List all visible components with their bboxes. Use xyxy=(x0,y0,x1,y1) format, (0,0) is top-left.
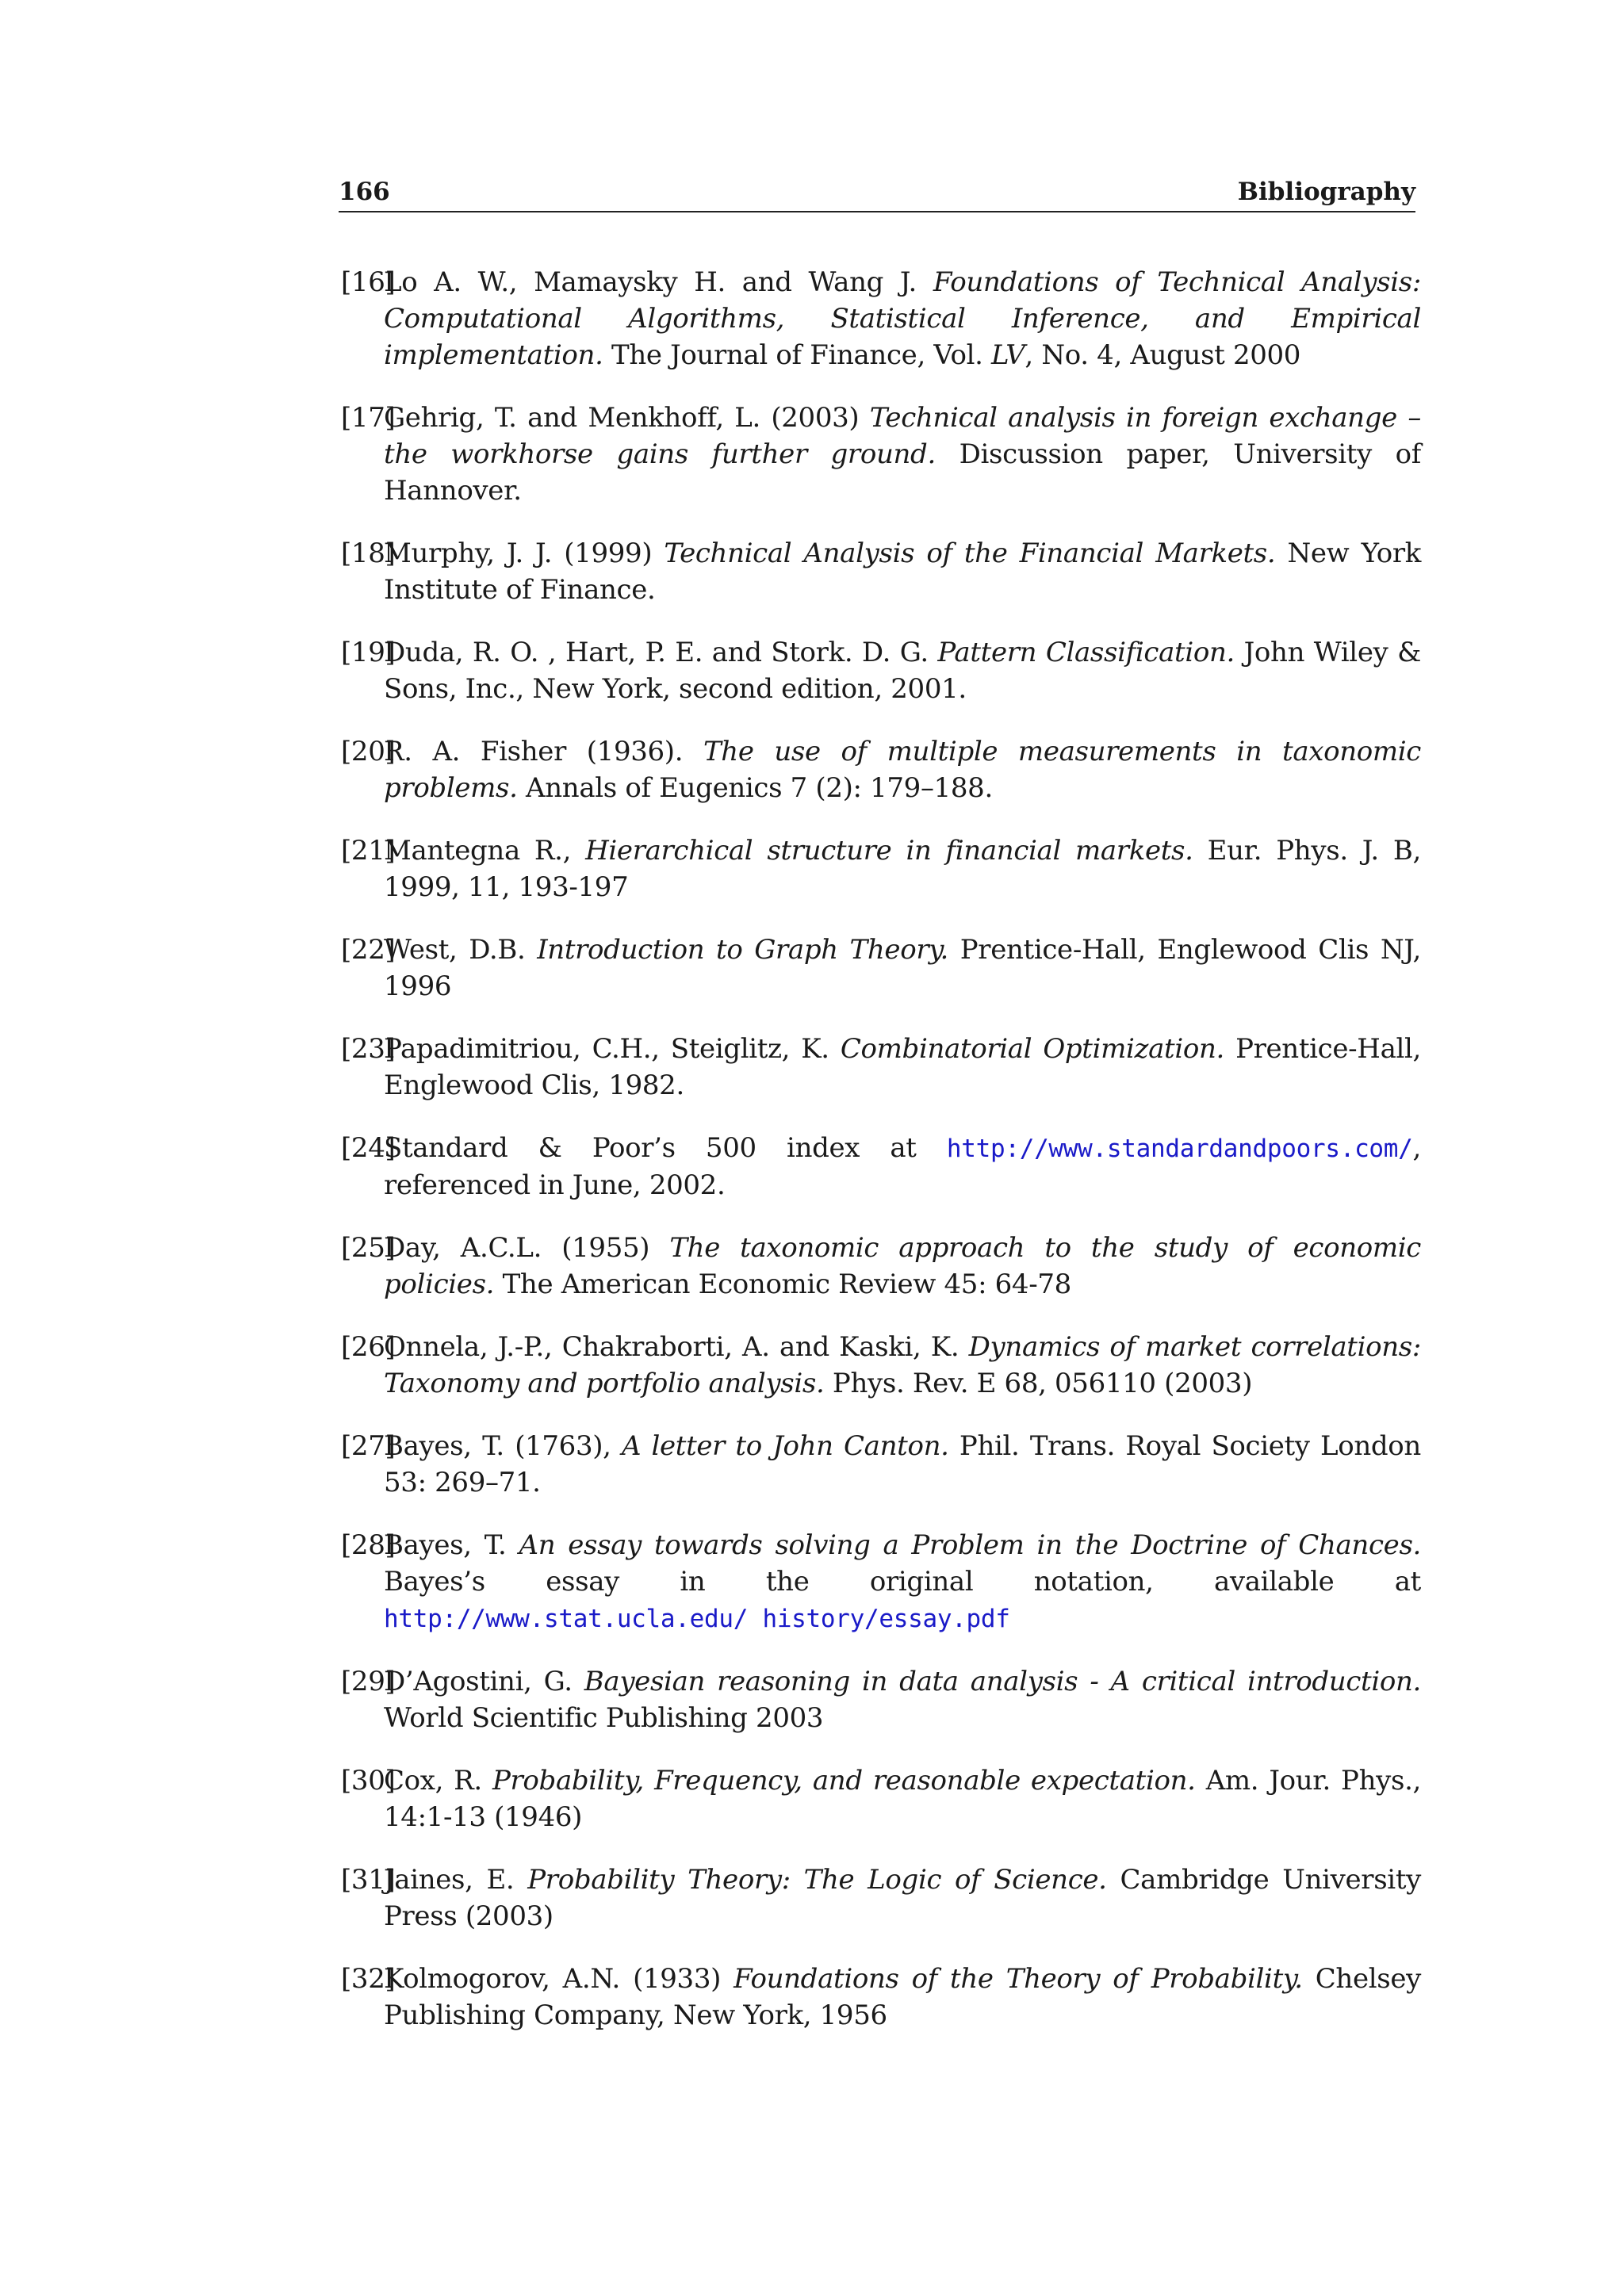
bib-authors: Cox, R. xyxy=(384,1765,492,1797)
bib-source: Phil. Trans. Royal Society London 53: 269–71. xyxy=(384,1430,1421,1498)
bib-title: Dynamics of market correlations: Taxonomy and portfolio analysis. xyxy=(384,1331,1421,1399)
bib-number: [31] xyxy=(341,1864,396,1896)
bib-authors: West, D.B. xyxy=(384,934,538,966)
bib-authors: Standard & Poor’s 500 index at xyxy=(384,1132,947,1164)
bib-source: Bayes’s essay in the original notation, available at xyxy=(384,1566,1421,1598)
section-title: Bibliography xyxy=(1237,178,1415,206)
bib-source: John Wiley & Sons, Inc., New York, second edition, 2001. xyxy=(384,637,1421,705)
bib-authors: Lo A. W., Mamaysky H. and Wang J. xyxy=(384,266,933,298)
bib-authors: Papadimitriou, C.H., Steiglitz, K. xyxy=(384,1033,841,1065)
bib-title: Foundations of the Theory of Probability. xyxy=(733,1963,1303,1995)
bib-entry-23 xyxy=(339,1031,1421,1104)
bib-authors: Bayes, T. (1763), xyxy=(384,1430,622,1462)
bib-entry-16 xyxy=(339,264,1421,373)
bib-number: [25] xyxy=(341,1232,396,1264)
bib-source: Chelsey Publishing Company, New York, 1956 xyxy=(384,1963,1421,2031)
bib-entry-28 xyxy=(339,1527,1421,1637)
bib-authors: Bayes, T. xyxy=(384,1529,519,1561)
bib-source: Cambridge University Press (2003) xyxy=(384,1864,1421,1932)
bib-number: [24] xyxy=(341,1132,396,1164)
bib-source: The Journal of Finance, Vol. xyxy=(603,339,992,371)
bib-title: The taxonomic approach to the study of economic policies. xyxy=(384,1232,1421,1300)
bib-number: [26] xyxy=(341,1331,396,1363)
bib-source: Am. Jour. Phys., 14:1-13 (1946) xyxy=(384,1765,1421,1833)
bib-number: [29] xyxy=(341,1666,396,1697)
bib-source-rest: , No. 4, August 2000 xyxy=(1025,339,1301,371)
bib-title: Probability Theory: The Logic of Science. xyxy=(527,1864,1107,1896)
bib-authors: Kolmogorov, A.N. (1933) xyxy=(384,1963,734,1995)
bib-source: Prentice-Hall, Englewood Clis NJ, 1996 xyxy=(384,934,1421,1002)
bib-entry-24 xyxy=(339,1130,1421,1203)
bib-source: , referenced in June, 2002. xyxy=(384,1132,1421,1201)
bib-number: [30] xyxy=(341,1765,396,1797)
bib-authors: Day, A.C.L. (1955) xyxy=(384,1232,670,1264)
bib-number: [22] xyxy=(341,934,396,966)
bib-title: Technical analysis in foreign exchange – the workhorse gains further ground. xyxy=(384,402,1421,470)
bib-source: New York Institute of Finance. xyxy=(384,538,1421,606)
page-number: 166 xyxy=(339,178,390,206)
bib-title: Foundations of Technical Analysis: Computational Algorithms, Statistical Inference, and Empirical implementation. xyxy=(384,266,1422,371)
bib-entry-32 xyxy=(339,1961,1421,2034)
bib-source: Annals of Eugenics 7 (2): 179–188. xyxy=(517,772,993,804)
bib-source: Discussion paper, University of Hannover. xyxy=(384,438,1421,507)
bib-entry-26 xyxy=(339,1329,1421,1402)
bib-entry-25 xyxy=(339,1230,1421,1303)
bib-number: [17] xyxy=(341,402,396,434)
bib-source: Prentice-Hall, Englewood Clis, 1982. xyxy=(384,1033,1421,1101)
bib-entry-21 xyxy=(339,832,1421,905)
bib-entry-20 xyxy=(339,733,1421,806)
bibliography-list xyxy=(339,264,1421,2060)
bib-entry-19 xyxy=(339,634,1421,707)
bib-entry-27 xyxy=(339,1428,1421,1501)
bib-title: Pattern Classification. xyxy=(937,637,1235,668)
bib-source: Eur. Phys. J. B, 1999, 11, 193-197 xyxy=(384,835,1421,903)
bib-entry-18 xyxy=(339,535,1421,608)
bib-number: [28] xyxy=(341,1529,396,1561)
bib-title: Bayesian reasoning in data analysis - A critical introduction. xyxy=(584,1666,1421,1697)
bib-entry-17 xyxy=(339,400,1421,509)
bib-number: [19] xyxy=(341,637,396,668)
bib-number: [21] xyxy=(341,835,396,867)
bib-entry-30 xyxy=(339,1762,1421,1835)
bib-volume: LV xyxy=(991,339,1025,371)
bib-entry-22 xyxy=(339,932,1421,1004)
bib-authors: Onnela, J.-P., Chakraborti, A. and Kaski, K. xyxy=(384,1331,969,1363)
bib-title: Probability, Frequency, and reasonable expectation. xyxy=(492,1765,1196,1797)
bib-authors: Jaines, E. xyxy=(384,1864,528,1896)
bib-source: Phys. Rev. E 68, 056110 (2003) xyxy=(824,1368,1253,1399)
bib-title: Introduction to Graph Theory. xyxy=(537,934,949,966)
bib-number: [16] xyxy=(341,266,396,298)
bib-number: [20] xyxy=(341,736,396,767)
bib-title: An essay towards solving a Problem in the Doctrine of Chances. xyxy=(519,1529,1421,1561)
page-header xyxy=(339,176,1415,212)
bib-authors: Duda, R. O. , Hart, P. E. and Stork. D. G. xyxy=(384,637,938,668)
bib-url-link[interactable]: http://www.stat.ucla.edu/ history/essay.pdf xyxy=(384,1605,1010,1633)
bib-number: [32] xyxy=(341,1963,396,1995)
bib-authors: D’Agostini, G. xyxy=(384,1666,584,1697)
bib-authors: Murphy, J. J. (1999) xyxy=(384,538,665,569)
bib-number: [18] xyxy=(341,538,396,569)
bib-title: Hierarchical structure in financial markets. xyxy=(585,835,1193,867)
bib-authors: Gehrig, T. and Menkhoff, L. (2003) xyxy=(384,402,870,434)
bib-title: A letter to John Canton. xyxy=(621,1430,949,1462)
bib-title: Technical Analysis of the Financial Markets. xyxy=(664,538,1276,569)
bib-title: Combinatorial Optimization. xyxy=(840,1033,1224,1065)
bib-source: World Scientific Publishing 2003 xyxy=(384,1702,824,1734)
bib-number: [23] xyxy=(341,1033,396,1065)
bib-authors: Mantegna R., xyxy=(384,835,586,867)
bib-entry-29 xyxy=(339,1663,1421,1736)
bib-title: The use of multiple measurements in taxonomic problems. xyxy=(384,736,1422,804)
bib-authors: R. A. Fisher (1936). xyxy=(384,736,703,767)
bib-entry-31 xyxy=(339,1862,1421,1934)
bib-number: [27] xyxy=(341,1430,396,1462)
bib-url-link[interactable]: http://www.standardandpoors.com/ xyxy=(946,1135,1413,1163)
bib-source: The American Economic Review 45: 64-78 xyxy=(494,1269,1071,1300)
